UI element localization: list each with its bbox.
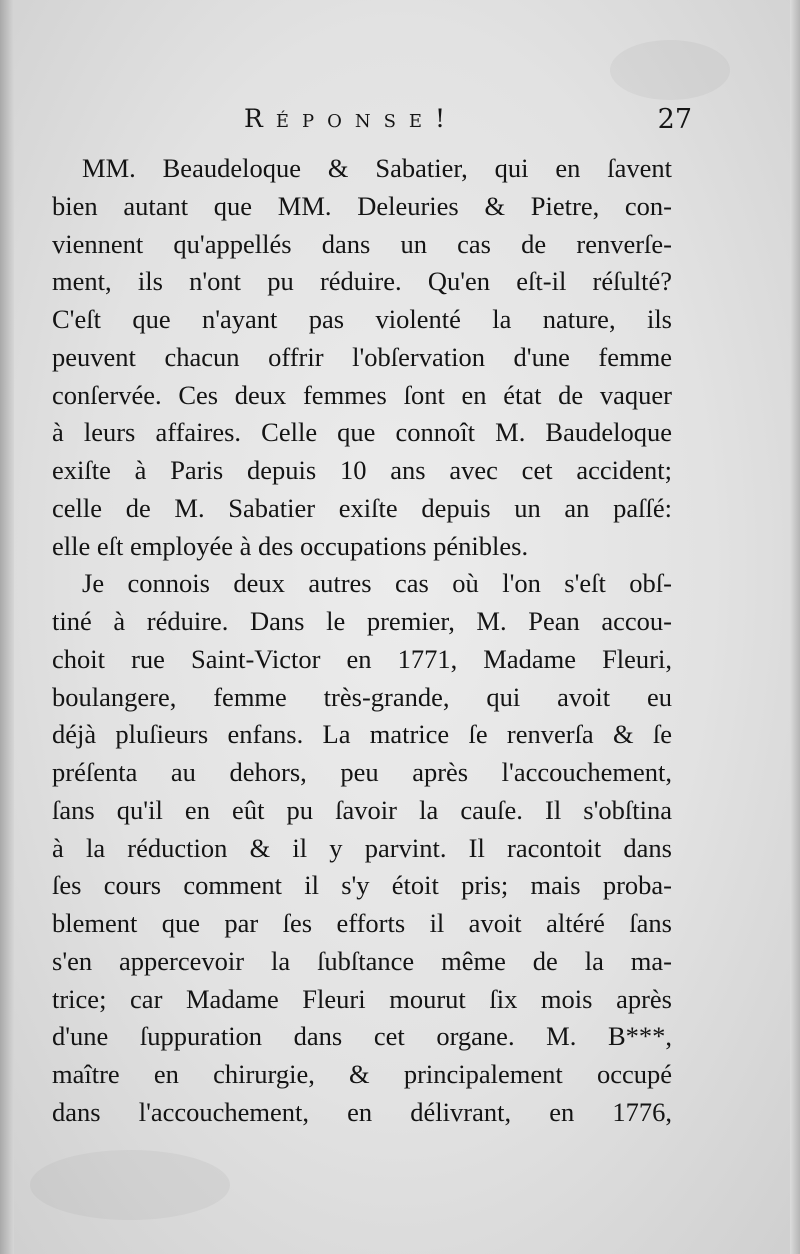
page-left-edge <box>0 0 14 1254</box>
text-line: choit rue Saint-Victor en 1771, Madame Fleuri, <box>52 643 672 674</box>
paper-stain <box>610 40 730 100</box>
text-line: peuvent chacun offrir l'obſervation d'une femme <box>52 341 672 372</box>
text-line: conſervée. Ces deux femmes ſont en état de vaquer <box>52 379 672 410</box>
text-line: exiſte à Paris depuis 10 ans avec cet accident; <box>52 455 672 485</box>
paper-stain <box>30 1150 230 1220</box>
text-line: tiné à réduire. Dans le premier, M. Pean accou- <box>52 606 672 636</box>
text-line: ſes cours comment il s'y étoit pris; mais proba- <box>52 870 672 901</box>
text-line: s'en appercevoir la ſubſtance même de la ma- <box>52 945 672 976</box>
text-line: ſans qu'il en eût pu ſavoir la cauſe. Il s'obſtina <box>52 794 672 825</box>
text-line: bien autant que MM. Deleuries & Pietre, con- <box>52 190 672 221</box>
page-right-edge <box>790 0 800 1254</box>
text-line: blement que par ſes efforts il avoit altéré ſans <box>52 908 672 938</box>
text-line: viennent qu'appellés dans un cas de renverſe- <box>52 228 672 259</box>
text-line: déjà pluſieurs enfans. La matrice ſe renverſa & ſe <box>52 719 672 750</box>
text-line: à leurs affaires. Celle que connoît M. Baudeloque <box>52 417 672 448</box>
text-line: à la réduction & il y parvint. Il racontoit dans <box>52 832 672 863</box>
page-number: 27 <box>657 104 692 135</box>
text-line: préſenta au dehors, peu après l'accouchement, <box>52 757 672 787</box>
text-line: trice; car Madame Fleuri mourut ſix mois après <box>52 983 672 1014</box>
text-line: d'une ſuppuration dans cet organe. M. B***, <box>52 1021 672 1052</box>
text-line: Je connois deux autres cas où l'on s'eſt obſ- <box>82 568 672 599</box>
running-title: Réponse! <box>244 104 459 133</box>
text-line: ment, ils n'ont pu réduire. Qu'en eſt-il réſulté? <box>52 266 672 297</box>
text-line: elle eſt employée à des occupations pénibles. <box>52 530 529 561</box>
text-line: dans l'accouchement, en délivrant, en 1776, <box>52 1096 672 1127</box>
text-line: MM. Beaudeloque & Sabatier, qui en ſavent <box>82 153 672 183</box>
running-head <box>52 100 692 144</box>
text-line: maître en chirurgie, & principalement occupé <box>52 1059 672 1089</box>
text-line: boulangere, femme très-grande, qui avoit eu <box>52 681 672 712</box>
body-text <box>52 150 672 1132</box>
text-line: celle de M. Sabatier exiſte depuis un an paſſé: <box>52 492 672 523</box>
text-line: C'eſt que n'ayant pas violenté la nature, ils <box>52 304 672 334</box>
